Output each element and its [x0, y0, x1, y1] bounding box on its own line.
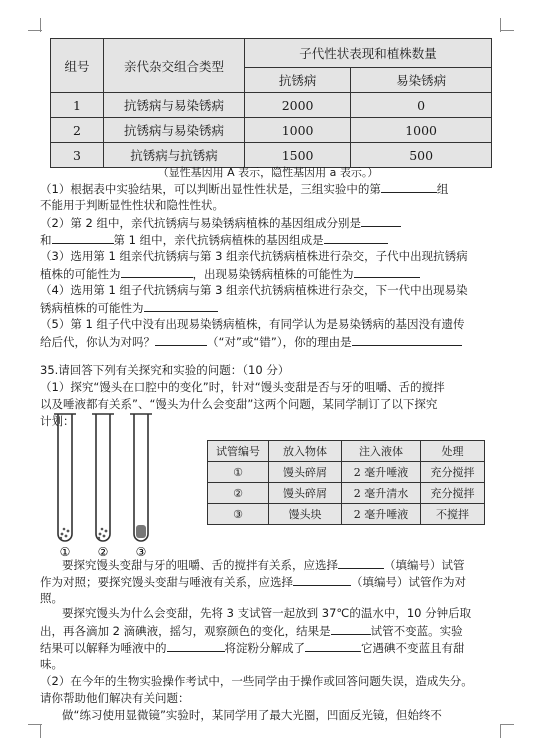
header-treatment: 处理	[421, 441, 485, 462]
cell-object: 馒头块	[269, 504, 342, 525]
cell-liquid: 2 毫升唾液	[342, 504, 421, 525]
header-liquid: 注入液体	[342, 441, 421, 462]
cell-liquid: 2 毫升唾液	[342, 462, 421, 483]
answer-blank[interactable]	[121, 265, 193, 278]
crop-mark	[28, 724, 42, 725]
q34-line-10: 给后代，你认为对吗？ （“对”或“错”），你的理由是	[40, 333, 502, 351]
q35-answer-line-4: 要探究馒头为什么会变甜，先将 3 支试管一起放到 37℃的温水中，10 分钟后取	[62, 606, 472, 620]
rust-resistance-table	[50, 38, 492, 168]
header-susceptible: 易染锈病	[351, 68, 492, 93]
q34-line-6: 植株的可能性为 ，出现易染锈病植株的可能性为	[40, 265, 502, 283]
q35-answer-line-5: 出，再各滴加 2 滴碘液，摇匀，观察颜色的变化，结果是 试管不变蓝。实验	[40, 624, 463, 638]
answer-blank[interactable]	[354, 265, 420, 278]
header-cross: 亲代杂交组合类型	[104, 39, 245, 93]
cell-cross: 抗锈病与抗锈病	[104, 143, 245, 168]
crop-mark	[500, 724, 501, 738]
answer-blank[interactable]	[155, 333, 207, 346]
q34-line-1: （1）根据表中实验结果，可以判断出显性性状是，三组实验中的第 组	[40, 182, 449, 196]
header-object: 放入物体	[269, 441, 342, 462]
cell-object: 馒头碎屑	[269, 462, 342, 483]
tube-label: ①	[59, 545, 71, 559]
crop-mark	[40, 724, 41, 738]
q35-part2-line-2: 请你帮助他们解决有关问题：	[40, 691, 190, 705]
answer-blank[interactable]	[338, 556, 384, 569]
test-tube-1	[54, 414, 76, 541]
cell-susceptible: 1000	[351, 118, 492, 143]
cell-liquid: 2 毫升清水	[342, 483, 421, 504]
q34-line-2: 不能用于判断显性性状和隐性性状。	[40, 198, 224, 212]
q35-part2-line-1: （2）在今年的生物实验操作考试中，一些同学由于操作或回答问题失误，造成失分。	[40, 674, 473, 688]
q34-line-3: （2）第 2 组中，亲代抗锈病与易染锈病植株的基因组成分别是	[40, 214, 502, 232]
tube-label: ③	[135, 545, 147, 559]
header-group: 组号	[51, 39, 104, 93]
cell-resistant: 2000	[245, 93, 351, 118]
cell-treatment: 不搅拌	[421, 504, 485, 525]
answer-blank[interactable]	[361, 214, 401, 227]
q35-part2-line-3: 做“练习使用显微镜”实验时，某同学用了最大光圈，凹面反光镜，但始终不	[62, 708, 442, 722]
cell-tube-no: ③	[208, 504, 269, 525]
cell-treatment: 充分搅拌	[421, 483, 485, 504]
answer-blank[interactable]	[293, 573, 351, 586]
experiment-plan-table	[207, 440, 485, 525]
q35-answer-line-6: 结果可以解释为唾液中的 将淀粉分解成了 它遇碘不变蓝且有甜	[40, 641, 465, 655]
q35-line-3: 计划：	[40, 414, 75, 428]
header-offspring: 子代性状表现和植株数量	[245, 39, 492, 68]
q34-line-5: （3）选用第 1 组亲代抗锈病与第 3 组亲代抗锈病植株进行杂交，子代中出现抗锈病	[40, 249, 468, 263]
cell-resistant: 1500	[245, 143, 351, 168]
q34-line-7: （4）选用第 1 组子代抗锈病与第 3 组亲代抗锈病植株进行杂交，下一代中出现易染	[40, 283, 468, 297]
q35-answer-line-2: 作为对照；要探究馒头变甜与唾液有关系，应选择 （填编号）试管作为对	[40, 575, 466, 589]
crop-mark	[28, 30, 42, 31]
cell-cross: 抗锈病与易染锈病	[104, 118, 245, 143]
answer-blank[interactable]	[381, 180, 437, 193]
answer-blank[interactable]	[352, 333, 462, 346]
cell-cross: 抗锈病与易染锈病	[104, 93, 245, 118]
cell-resistant: 1000	[245, 118, 351, 143]
crop-mark	[500, 724, 514, 725]
cell-susceptible: 500	[351, 143, 492, 168]
header-tube-no: 试管编号	[208, 441, 269, 462]
answer-blank[interactable]	[144, 299, 218, 312]
cell-tube-no: ②	[208, 483, 269, 504]
test-tube-3	[130, 414, 152, 541]
test-tube-2	[92, 414, 114, 541]
test-tubes-illustration	[50, 410, 190, 560]
q35-answer-line-7: 味。	[40, 657, 63, 671]
q35-line-2: 以及唾液都有关系”、“馒头为什么会变甜”这两个问题，某同学制订了以下探究	[40, 397, 438, 411]
cell-susceptible: 0	[351, 93, 492, 118]
gene-note: （显性基因用 A 表示，隐性基因用 a 表示。）	[157, 166, 379, 179]
q34-line-4: 和 第 1 组中，亲代抗锈病植株的基因组成是	[40, 231, 502, 249]
q35-line-1: （1）探究“馒头在口腔中的变化”时，针对“馒头变甜是否与牙的咀嚼、舌的搅拌	[40, 380, 445, 394]
cell-group: 3	[51, 143, 104, 168]
q35-answer-line-3: 照。	[40, 591, 63, 605]
q34-line-8: 锈病植株的可能性为	[40, 299, 502, 317]
q35-title: 35.请回答下列有关探究和实验的问题：（10 分）	[40, 363, 290, 377]
answer-blank[interactable]	[305, 639, 361, 652]
crop-mark	[500, 30, 514, 31]
answer-blank[interactable]	[167, 639, 225, 652]
tube-label: ②	[97, 545, 109, 559]
bread-chunk	[136, 525, 146, 538]
cell-group: 2	[51, 118, 104, 143]
answer-blank[interactable]	[52, 231, 114, 244]
cell-tube-no: ①	[208, 462, 269, 483]
header-resistant: 抗锈病	[245, 68, 351, 93]
answer-blank[interactable]	[324, 231, 388, 244]
answer-blank[interactable]	[331, 622, 371, 635]
cell-object: 馒头碎屑	[269, 483, 342, 504]
q34-line-9: （5）第 1 组子代中没有出现易染锈病植株，有同学认为是易染锈病的基因没有遗传	[40, 317, 465, 331]
q35-answer-line-1: 要探究馒头变甜与牙的咀嚼、舌的搅拌有关系，应选择 （填编号）试管	[62, 558, 465, 572]
cell-group: 1	[51, 93, 104, 118]
cell-treatment: 充分搅拌	[421, 462, 485, 483]
